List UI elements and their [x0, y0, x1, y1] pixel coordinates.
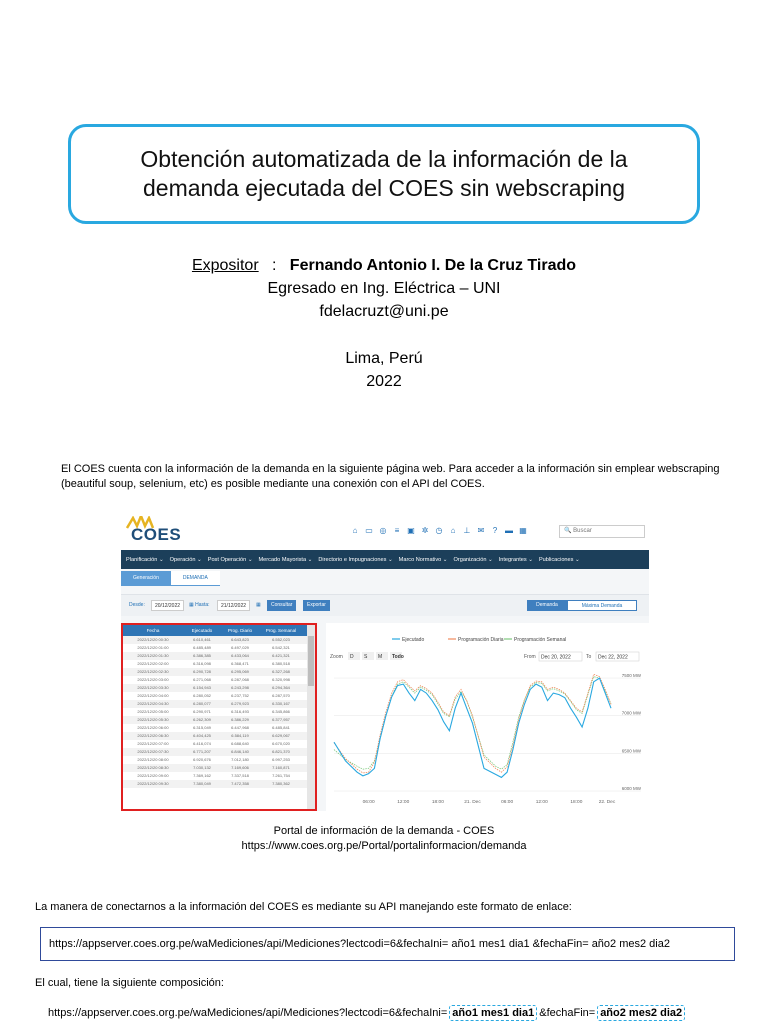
- nav-marco-normativo[interactable]: Marco Normativo ⌄: [398, 556, 448, 563]
- fecha-ini-param: año1 mes1 dia1: [449, 1005, 537, 1021]
- header-icons: [351, 526, 527, 535]
- table-cell: 6.327,268: [272, 669, 290, 674]
- nav-mercado-mayorista[interactable]: Mercado Mayorista ⌄: [258, 556, 313, 563]
- nav-publicaciones[interactable]: Publicaciones ⌄: [538, 556, 580, 563]
- table-cell: 6.295,069: [231, 669, 249, 674]
- api-paragraph: La manera de conectarnos a la información del COES es mediante su API manejando este formato de enlace:: [35, 901, 572, 913]
- table-cell: 7.030,132: [193, 765, 211, 770]
- presenter-degree: Egresado en Ing. Eléctrica – UNI: [267, 280, 501, 297]
- table-cell: 7.261,754: [272, 773, 290, 778]
- demand-table: [121, 623, 317, 811]
- table-cell: 6.552,023: [272, 637, 290, 642]
- x-tick-label: 12:00: [535, 800, 548, 805]
- table-cell: 6.821,370: [272, 749, 290, 754]
- desde-input[interactable]: 20/12/2022: [151, 600, 184, 611]
- table-cell: 2022/12/20 01:30: [137, 653, 169, 658]
- table-cell: 6.416,074: [193, 741, 211, 746]
- title-box: [68, 124, 700, 224]
- tab-demanda[interactable]: DEMANDA: [171, 571, 220, 586]
- table-cell: 6.294,364: [272, 685, 290, 690]
- table-cell: 6.688,640: [231, 741, 249, 746]
- demanda-toggle[interactable]: Demanda: [527, 600, 567, 611]
- table-cell: 6.542,321: [272, 645, 290, 650]
- table-cell: 6.320,998: [272, 677, 290, 682]
- table-cell: 6.497,029: [231, 645, 249, 650]
- table-cell: 6.280,077: [193, 701, 211, 706]
- table-cell: 6.271,068: [193, 677, 211, 682]
- table-row: [123, 748, 315, 756]
- table-cell: 2022/12/20 07:00: [137, 741, 169, 746]
- table-cell: 2022/12/20 05:00: [137, 709, 169, 714]
- composition-paragraph: El cual, tiene la siguiente composición:: [35, 977, 224, 989]
- table-cell: 2022/12/20 09:30: [137, 781, 169, 786]
- table-row: [123, 652, 315, 660]
- table-cell: 6.997,253: [272, 757, 290, 762]
- table-row: [123, 668, 315, 676]
- x-tick-label: 12:00: [397, 800, 410, 805]
- col-prog-semanal: Prog. Semanal: [265, 628, 297, 633]
- sitemap-icon[interactable]: ⊥: [463, 526, 471, 535]
- title-line-1: Obtención automatizada de la información de la: [140, 146, 628, 172]
- table-cell: 6.447,968: [231, 725, 249, 730]
- table-row: [123, 644, 315, 652]
- place-block: [0, 347, 768, 393]
- hasta-input[interactable]: 21/12/2022: [217, 600, 250, 611]
- presenter-email: fdelacruzt@uni.pe: [319, 303, 449, 320]
- col-ejecutado: Ejecutado: [191, 628, 213, 633]
- table-cell: 2022/12/20 08:00: [137, 757, 169, 762]
- library-icon[interactable]: ≡: [394, 526, 400, 535]
- zoom-button-label: D: [350, 654, 354, 660]
- x-tick-label: 21. Dec: [464, 800, 481, 805]
- table-row: [123, 636, 315, 644]
- nav-integrantes[interactable]: Integrantes ⌄: [498, 556, 533, 563]
- exportar-button[interactable]: Exportar: [303, 600, 330, 611]
- city: Lima, Perú: [345, 350, 423, 367]
- from-label: From: [524, 654, 536, 660]
- presenter-name: Fernando Antonio I. De la Cruz Tirado: [289, 257, 577, 274]
- portal-header: [121, 512, 649, 550]
- coes-logo-text: COES: [131, 525, 182, 544]
- monitor-icon[interactable]: ▭: [365, 526, 373, 535]
- portal-subtabs: [121, 571, 220, 586]
- table-row: [123, 780, 315, 788]
- caption-url: https://www.coes.org.pe/Portal/portalinformacion/demanda: [241, 840, 527, 852]
- table-row: [123, 716, 315, 724]
- home-icon[interactable]: ⌂: [352, 526, 358, 535]
- table-cell: 2022/12/20 02:00: [137, 661, 169, 666]
- legend-label: Ejecutado: [402, 637, 425, 643]
- table-row: [123, 676, 315, 684]
- table-cell: 6.237,752: [231, 693, 249, 698]
- url-prefix: https://appserver.coes.org.pe/waMediciones/api/Mediciones?lectcodi=6&fechaIni=: [48, 1007, 448, 1019]
- table-cell: 6.485,489: [193, 645, 211, 650]
- table-cell: 2022/12/20 03:00: [137, 677, 169, 682]
- legend-label: Programación Semanal: [514, 637, 567, 643]
- to-value: Dec 22, 2022: [598, 654, 628, 661]
- search-input[interactable]: 🔍 Buscar: [559, 525, 645, 538]
- x-tick-label: 06:00: [501, 800, 514, 805]
- table-cell: 2022/12/20 02:30: [137, 669, 169, 674]
- caption-title: Portal de información de la demanda - COES: [273, 825, 495, 837]
- table-body: [123, 636, 315, 788]
- legend-label: Programación Diaria: [458, 637, 504, 643]
- table-cell: 6.485,841: [272, 725, 290, 730]
- table-cell: 6.584,119: [231, 733, 249, 738]
- table-cell: 6.287,570: [272, 693, 290, 698]
- intro-paragraph: El COES cuenta con la información de la demanda en la siguiente página web. Para acceder a la información sin emplear webscraping (beautiful soup, selenium, etc) es posible mediante una conexión con el API del COES.: [61, 463, 720, 490]
- mail-icon[interactable]: ✉: [477, 526, 485, 535]
- presenter-sep: :: [272, 257, 277, 274]
- table-cell: 6.433,064: [231, 653, 249, 658]
- table-row: [123, 740, 315, 748]
- clock-icon[interactable]: ◷: [435, 526, 443, 535]
- portal-nav: [121, 550, 649, 569]
- x-tick-label: 06:00: [362, 800, 375, 805]
- table-cell: 6.629,067: [272, 733, 290, 738]
- table-cell: 6.316,098: [193, 661, 211, 666]
- table-cell: 7.169,606: [231, 765, 249, 770]
- year: 2022: [366, 373, 402, 390]
- screenshot-caption: [0, 824, 768, 854]
- table-row: [123, 724, 315, 732]
- image-icon[interactable]: ▣: [407, 526, 415, 535]
- presenter-block: [0, 254, 768, 323]
- inbox-icon[interactable]: ▬: [505, 526, 513, 535]
- x-tick-label: 18:00: [431, 800, 444, 805]
- portal-filters: [121, 594, 649, 616]
- zoom-button-label: Todo: [392, 654, 404, 660]
- table-row: [123, 684, 315, 692]
- col-prog-diario: Prog. Diario: [227, 628, 253, 633]
- calendar-icon[interactable]: ▦: [256, 602, 261, 608]
- table-cell: 6.643,823: [231, 637, 249, 642]
- table-cell: 6.279,923: [231, 701, 249, 706]
- table-row: [123, 764, 315, 772]
- table-row: [123, 700, 315, 708]
- url-format-box: https://appserver.coes.org.pe/waMediciones/api/Mediciones?lectcodi=6&fechaIni= año1 mes1 dia1 &fechaFin= año2 mes2 dia2: [40, 927, 735, 961]
- demand-chart: [326, 623, 649, 811]
- nav-directorio[interactable]: Directorio e Impugnaciones ⌄: [318, 556, 393, 563]
- table-cell: 7.337,518: [231, 773, 249, 778]
- hasta-label: ▦ Hasta:: [189, 602, 210, 608]
- nav-post-operacion[interactable]: Post Operación ⌄: [207, 556, 253, 563]
- table-row: [123, 708, 315, 716]
- table-cell: 6.771,207: [193, 749, 211, 754]
- x-tick-label: 22. Dec: [598, 800, 616, 805]
- table-cell: 6.290,971: [193, 709, 211, 714]
- table-row: [123, 756, 315, 764]
- table-cell: 2022/12/20 04:30: [137, 701, 169, 706]
- presenter-label: Expositor: [191, 257, 259, 274]
- y-tick-label: 6000 MW: [621, 786, 641, 791]
- calendar-icon[interactable]: ▦: [519, 526, 527, 535]
- table-cell: 6.404,425: [193, 733, 211, 738]
- table-cell: 6.287,068: [231, 677, 249, 682]
- table-cell: 2022/12/20 08:30: [137, 765, 169, 770]
- table-cell: 2022/12/20 05:30: [137, 717, 169, 722]
- table-cell: 6.368,471: [231, 661, 249, 666]
- table-scrollbar[interactable]: [307, 625, 315, 809]
- search-placeholder: Buscar: [573, 528, 592, 534]
- zoom-label: Zoom: [330, 654, 343, 660]
- title-line-2: demanda ejecutada del COES sin webscraping: [142, 175, 625, 201]
- table-cell: 2022/12/20 03:30: [137, 685, 169, 690]
- table-cell: 2022/12/20 04:00: [137, 693, 169, 698]
- col-fecha: Fecha: [146, 628, 160, 633]
- table-cell: 2022/12/20 06:00: [137, 725, 169, 730]
- table-cell: 7.369,162: [193, 773, 211, 778]
- nav-organizacion[interactable]: Organización ⌄: [453, 556, 493, 563]
- table-cell: 6.380,518: [272, 661, 290, 666]
- table-row: [123, 732, 315, 740]
- table-cell: 7.380,049: [193, 781, 211, 786]
- y-tick-label: 6500 MW: [621, 748, 641, 754]
- url-mid: &fechaFin=: [539, 1007, 596, 1019]
- y-tick-label: 7000 MW: [621, 710, 641, 716]
- table-cell: 6.290,728: [193, 669, 211, 674]
- url-composition: [48, 1005, 687, 1021]
- nav-planificacion[interactable]: Planificación ⌄: [126, 556, 164, 563]
- to-label: To: [586, 654, 592, 660]
- gear-icon[interactable]: ✲: [421, 526, 429, 535]
- table-row: [123, 692, 315, 700]
- table-cell: 2022/12/20 09:00: [137, 773, 169, 778]
- table-cell: 2022/12/20 00:30: [137, 637, 169, 642]
- portal-screenshot: [121, 512, 649, 811]
- desde-label: Desde:: [129, 602, 145, 608]
- table-cell: 6.386,229: [231, 717, 249, 722]
- tab-generacion[interactable]: Generación: [121, 571, 171, 586]
- y-tick-label: 7500 MW: [621, 673, 641, 679]
- table-cell: 6.154,943: [193, 685, 211, 690]
- zoom-button-label: M: [378, 654, 383, 660]
- from-value: Dec 20, 2022: [541, 654, 571, 661]
- bank-icon[interactable]: ⌂: [450, 526, 456, 535]
- consultar-button[interactable]: Consultar: [267, 600, 296, 611]
- table-cell: 6.345,866: [272, 709, 290, 714]
- table-cell: 2022/12/20 06:30: [137, 733, 169, 738]
- table-cell: 6.316,493: [231, 709, 249, 714]
- table-cell: 7.472,358: [231, 781, 249, 786]
- table-cell: 6.421,321: [272, 653, 290, 658]
- x-tick-label: 18:00: [570, 800, 583, 805]
- maxima-demanda-toggle[interactable]: Máxima Demanda: [567, 600, 637, 611]
- table-cell: 6.280,052: [193, 693, 211, 698]
- table-cell: 7.012,180: [231, 757, 249, 762]
- table-cell: 7.160,871: [272, 765, 290, 770]
- table-row: [123, 772, 315, 780]
- table-cell: 6.386,385: [193, 653, 211, 658]
- table-cell: 6.377,957: [272, 717, 290, 722]
- table-cell: 2022/12/20 07:30: [137, 749, 169, 754]
- table-cell: 6.846,140: [231, 749, 249, 754]
- table-cell: 2022/12/20 01:00: [137, 645, 169, 650]
- table-cell: 7.380,362: [272, 781, 290, 786]
- table-cell: 6.330,167: [272, 701, 290, 706]
- fecha-fin-param: año2 mes2 dia2: [597, 1005, 685, 1021]
- table-cell: 6.315,049: [193, 725, 211, 730]
- table-cell: 6.243,298: [231, 685, 249, 690]
- zoom-button-label: S: [364, 654, 368, 660]
- demand-chart-svg: [326, 623, 649, 811]
- table-header: [123, 625, 315, 636]
- help-icon[interactable]: ?: [492, 526, 498, 535]
- series-line-ejecutado: [334, 678, 611, 777]
- table-cell: 6.610,461: [193, 637, 211, 642]
- table-cell: 6.920,676: [193, 757, 211, 762]
- nav-operacion[interactable]: Operación ⌄: [169, 556, 202, 563]
- globe-icon[interactable]: ◎: [379, 526, 387, 535]
- table-cell: 6.670,020: [272, 741, 290, 746]
- table-row: [123, 660, 315, 668]
- table-cell: 6.262,309: [193, 717, 211, 722]
